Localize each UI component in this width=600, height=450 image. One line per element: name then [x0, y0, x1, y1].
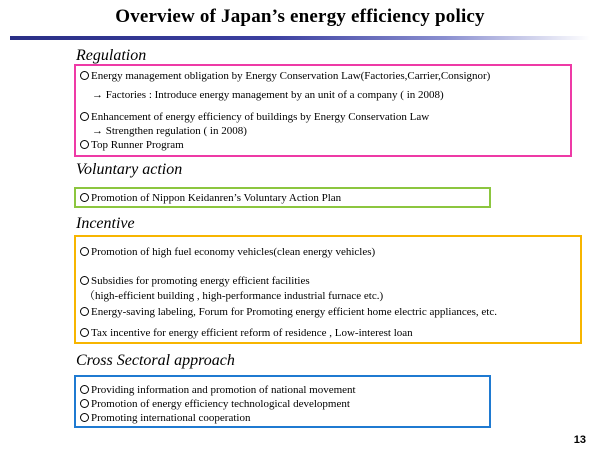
- bullet-circle-icon: [80, 247, 89, 256]
- bullet-circle-icon: [80, 399, 89, 408]
- bullet-circle-icon: [80, 276, 89, 285]
- bullet-circle-icon: [80, 307, 89, 316]
- section-title-voluntary: Voluntary action: [76, 161, 183, 178]
- title-underline: [10, 36, 590, 40]
- bullet-circle-icon: [80, 112, 89, 121]
- voluntary-item-1: [80, 192, 341, 205]
- regulation-sub-1: → Factories : Introduce energy management by an unit of a company ( in 2008): [92, 89, 444, 101]
- regulation-item-1: [80, 70, 490, 83]
- incentive-item-4-text: Tax incentive for energy efficient reform of residence , Low-interest loan: [91, 327, 413, 339]
- regulation-sub-2: → Strengthen regulation ( in 2008): [92, 125, 247, 137]
- regulation-item-1-text: Energy management obligation by Energy Conservation Law(Factories,Carrier,Consignor): [91, 70, 491, 82]
- section-title-cross: Cross Sectoral approach: [76, 352, 235, 369]
- slide-title: Overview of Japan’s energy efficiency policy: [115, 6, 485, 27]
- incentive-item-3: [80, 306, 497, 319]
- regulation-item-3: [80, 139, 184, 152]
- section-title-incentive: Incentive: [76, 215, 135, 232]
- regulation-item-3-text: Top Runner Program: [91, 139, 184, 151]
- incentive-item-2-text: Subsidies for promoting energy efficient facilities: [91, 275, 310, 287]
- bullet-circle-icon: [80, 413, 89, 422]
- regulation-item-2: [80, 111, 429, 124]
- cross-item-2-text: Promotion of energy efficiency technological development: [91, 398, 350, 410]
- regulation-item-2-text: Enhancement of energy efficiency of buildings by Energy Conservation Law: [91, 111, 430, 123]
- bullet-circle-icon: [80, 385, 89, 394]
- incentive-item-3-text: Energy-saving labeling, Forum for Promoting energy efficient home electric appliances, etc.: [91, 306, 497, 318]
- cross-item-1: [80, 384, 356, 397]
- cross-item-1-text: Providing information and promotion of national movement: [91, 384, 356, 396]
- cross-item-3-text: Promoting international cooperation: [91, 412, 251, 424]
- bullet-circle-icon: [80, 71, 89, 80]
- bullet-circle-icon: [80, 140, 89, 149]
- cross-item-3: [80, 412, 250, 425]
- incentive-item-1-text: Promotion of high fuel economy vehicles(clean energy vehicles): [91, 246, 376, 258]
- incentive-sub-1: （high-efficient building , high-performance industrial furnace etc.): [84, 290, 384, 302]
- bullet-circle-icon: [80, 328, 89, 337]
- page-number: 13: [573, 434, 586, 446]
- bullet-circle-icon: [80, 193, 89, 202]
- incentive-item-2: [80, 275, 310, 288]
- section-title-regulation: Regulation: [76, 47, 147, 64]
- voluntary-item-1-text: Promotion of Nippon Keidanren’s Voluntary Action Plan: [91, 192, 342, 204]
- incentive-item-1: [80, 246, 375, 259]
- cross-item-2: [80, 398, 350, 411]
- incentive-item-4: [80, 327, 413, 340]
